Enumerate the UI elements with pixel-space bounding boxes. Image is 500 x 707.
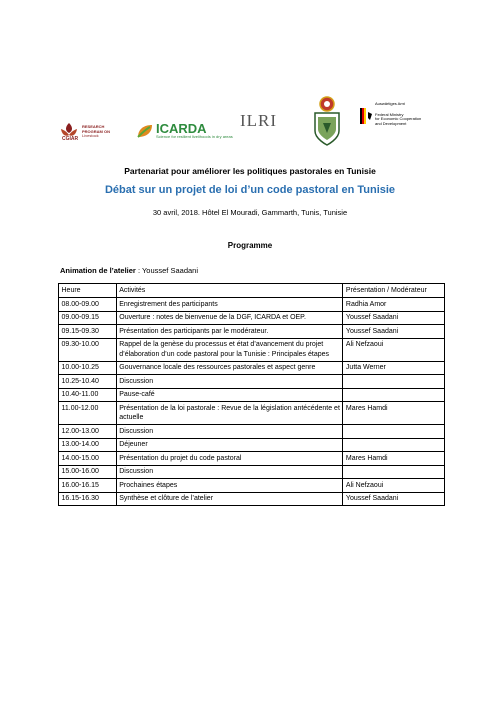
icarda-logo xyxy=(136,116,236,146)
cell-presenter: Youssef Saadani xyxy=(343,492,445,506)
table-row xyxy=(59,361,445,375)
table-row xyxy=(59,465,445,479)
cell-time: 16.00-16.15 xyxy=(59,479,117,493)
table-row xyxy=(59,402,445,425)
bmz-logo xyxy=(360,102,450,142)
event-date-location: 30 avril, 2018. Hôtel El Mouradi, Gammarth, Tunis, Tunisie xyxy=(152,208,348,217)
cell-time: 09.00-09.15 xyxy=(59,311,117,325)
cell-presenter: Ali Nefzaoui xyxy=(343,338,445,361)
schedule-body xyxy=(59,298,445,506)
cell-time: 11.00-12.00 xyxy=(59,402,117,425)
table-row xyxy=(59,375,445,389)
cell-activity: Discussion xyxy=(116,425,343,439)
cell-activity: Déjeuner xyxy=(116,438,343,452)
cell-time: 15.00-16.00 xyxy=(59,465,117,479)
cell-time: 10.25-10.40 xyxy=(59,375,117,389)
tunisia-emblem-logo xyxy=(308,94,348,148)
document-title: Débat sur un projet de loi d’un code pastoral en Tunisie xyxy=(104,184,396,196)
logo-row xyxy=(58,92,448,152)
cell-presenter: Mares Hamdi xyxy=(343,402,445,425)
ilri-name: ILRI xyxy=(240,111,278,130)
cell-activity: Rappel de la genèse du processus et état d’avancement du projet d’élaboration d’un code pastoral pour la Tunisie : Principales étapes xyxy=(116,338,343,361)
bmz-text-1: Auswärtiges Amt xyxy=(375,101,405,106)
ilri-logo xyxy=(240,106,280,136)
cgiar-name: CGIAR xyxy=(62,136,79,142)
cell-presenter: Jutta Werner xyxy=(343,361,445,375)
cell-presenter: Youssef Saadani xyxy=(343,325,445,339)
cell-presenter xyxy=(343,465,445,479)
cell-activity: Présentation du projet du code pastoral xyxy=(116,452,343,466)
table-row xyxy=(59,338,445,361)
cell-time: 14.00-15.00 xyxy=(59,452,117,466)
cgiar-text-1: RESEARCH xyxy=(82,124,105,130)
cell-time: 08.00-09.00 xyxy=(59,298,117,312)
cell-activity: Pause-café xyxy=(116,388,343,402)
icarda-leaf-icon xyxy=(136,123,154,139)
cell-activity: Discussion xyxy=(116,465,343,479)
cgiar-text-2: PROGRAM ON xyxy=(82,128,110,134)
animation-label: Animation de l’atelier xyxy=(60,266,136,275)
table-header-row xyxy=(59,284,445,298)
icarda-name: ICARDA xyxy=(156,121,207,137)
header-time: Heure xyxy=(59,284,117,298)
cell-time: 10.00-10.25 xyxy=(59,361,117,375)
cell-activity: Présentation des participants par le modérateur. xyxy=(116,325,343,339)
cgiar-text-3: Livestock xyxy=(82,133,99,139)
cell-time: 10.40-11.00 xyxy=(59,388,117,402)
bmz-text-3: for Economic Cooperation xyxy=(375,116,422,121)
cell-activity: Gouvernance locale des ressources pastorales et aspect genre xyxy=(116,361,343,375)
document-subtitle: Partenariat pour améliorer les politiques pastorales en Tunisie xyxy=(124,166,376,176)
bmz-text-2: Federal Ministry xyxy=(375,111,404,117)
coat-of-arms-icon xyxy=(308,95,346,147)
animation-value: : Youssef Saadani xyxy=(135,266,198,275)
cell-time: 09.15-09.30 xyxy=(59,325,117,339)
icarda-tagline: Science for resilient livelihoods in dry areas xyxy=(156,134,233,140)
cell-presenter xyxy=(343,375,445,389)
cell-time: 13.00-14.00 xyxy=(59,438,117,452)
bmz-text-4: and Development xyxy=(375,120,407,126)
table-row xyxy=(59,438,445,452)
table-row xyxy=(59,479,445,493)
cell-activity: Prochaines étapes xyxy=(116,479,343,493)
table-row xyxy=(59,425,445,439)
cell-presenter: Ali Nefzaoui xyxy=(343,479,445,493)
cell-presenter xyxy=(343,438,445,452)
table-row xyxy=(59,298,445,312)
cell-presenter xyxy=(343,425,445,439)
animation-line xyxy=(60,266,198,275)
header-presenter: Présentation / Modérateur xyxy=(343,284,445,298)
cell-time: 16.15-16.30 xyxy=(59,492,117,506)
cgiar-logo xyxy=(58,112,118,152)
cell-activity: Discussion xyxy=(116,375,343,389)
schedule-table xyxy=(58,283,445,506)
table-row xyxy=(59,452,445,466)
cell-presenter: Youssef Saadani xyxy=(343,311,445,325)
cell-presenter xyxy=(343,388,445,402)
table-row xyxy=(59,325,445,339)
table-row xyxy=(59,388,445,402)
table-row xyxy=(59,492,445,506)
cell-activity: Synthèse et clôture de l’atelier xyxy=(116,492,343,506)
cell-presenter: Radhia Amor xyxy=(343,298,445,312)
cell-activity: Présentation de la loi pastorale : Revue de la législation antécédente et actuelle xyxy=(116,402,343,425)
table-row xyxy=(59,311,445,325)
cell-activity: Ouverture : notes de bienvenue de la DGF, ICARDA et OEP. xyxy=(116,311,343,325)
programme-heading: Programme xyxy=(227,241,273,250)
cell-time: 09.30-10.00 xyxy=(59,338,117,361)
cell-activity: Enregistrement des participants xyxy=(116,298,343,312)
german-eagle-icon xyxy=(360,108,372,124)
cell-presenter: Mares Hamdi xyxy=(343,452,445,466)
header-activities: Activités xyxy=(116,284,343,298)
cell-time: 12.00-13.00 xyxy=(59,425,117,439)
